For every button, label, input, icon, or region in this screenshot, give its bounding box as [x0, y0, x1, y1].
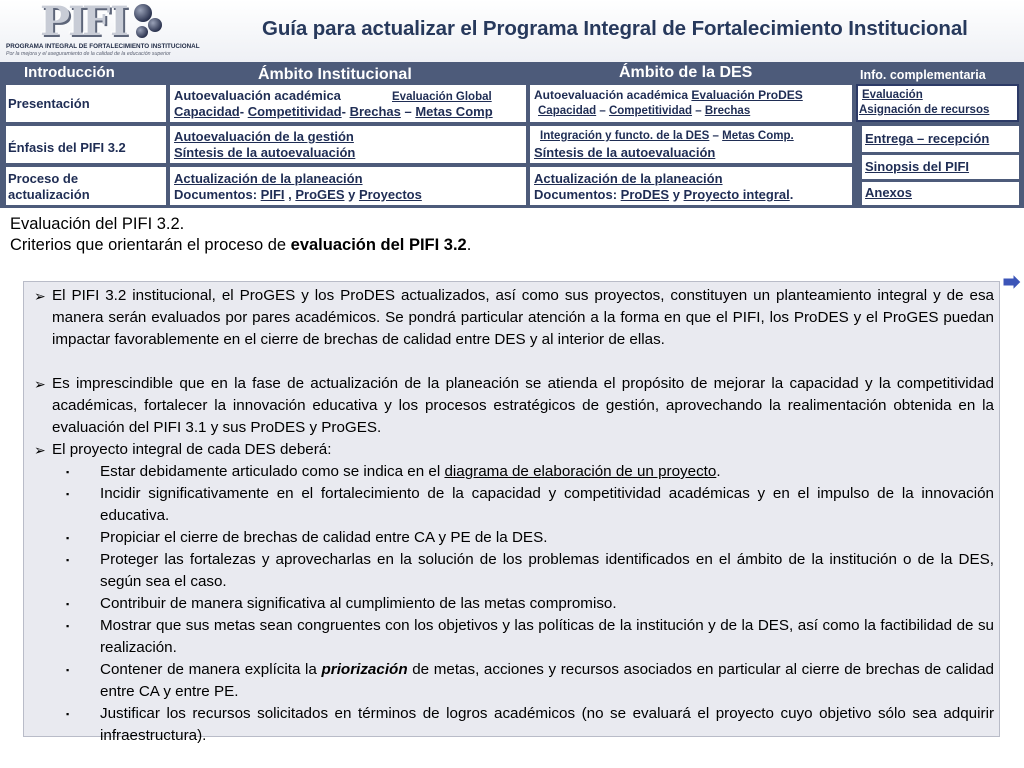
nav-link-des-competitividad[interactable]: Competitividad — [608, 105, 693, 117]
slide-heading-subtitle — [10, 235, 471, 255]
sub-list-item — [66, 593, 994, 615]
nav-cell-evaluacion-active — [856, 84, 1019, 122]
separator: – — [709, 130, 723, 142]
nav-cell-proceso[interactable] — [6, 167, 166, 205]
nav-link-entrega-recepcion[interactable]: Entrega – recepción — [865, 131, 990, 146]
square-bullet-icon: ▪ — [66, 665, 70, 675]
sub-item-text: Propiciar el cierre de brechas de calidad entre CA y PE de la DES. — [100, 529, 548, 546]
nav-link-sintesis-institucional[interactable]: Síntesis de la autoevaluación — [174, 145, 356, 160]
logo-letter: I — [68, 0, 88, 45]
sub-list-item — [66, 703, 994, 747]
sub-list-item — [66, 615, 994, 659]
logo-tagline: Por la mejora y el aseguramiento de la calidad de la educación superior — [6, 51, 171, 57]
sub-list-item — [66, 549, 994, 593]
nav-link-autoevaluacion-gestion[interactable]: Autoevaluación de la gestión — [174, 129, 354, 144]
link-diagrama-proyecto[interactable]: diagrama de elaboración de un proyecto — [444, 463, 717, 480]
logo-sphere-icon — [148, 18, 162, 32]
slide-heading — [0, 208, 1024, 267]
pifi-logo-mark — [36, 0, 164, 45]
nav-header-ambito-des[interactable]: Ámbito de la DES — [619, 64, 753, 81]
sub-list-item — [66, 461, 994, 483]
nav-link-des-autoevaluacion[interactable]: Autoevaluación académica — [534, 88, 692, 102]
separator: – — [400, 104, 416, 119]
square-bullet-icon: ▪ — [66, 467, 70, 477]
nav-link-actualizacion-planeacion[interactable]: Actualización de la planeación — [174, 171, 363, 186]
sub-item-text: Proteger las fortalezas y aprovecharlas en la solución de los problemas identificados en el ámbito de la institución o de la DES, según sea el caso. — [100, 551, 994, 590]
text: Contener de manera explícita la — [100, 661, 322, 678]
paragraph: El PIFI 3.2 institucional, el ProGES y los ProDES actualizados, así como sus proyectos, constituyen un planteamiento integral y de esa manera serán evaluados por pares académicos. Se pondrá particular atención a la forma en que el PIFI, los ProDES y el ProGES puedan impactar favorablemente en el cierre de brechas de calidad entre DES y al interior de ellas. — [52, 287, 994, 348]
logo-letter: P — [40, 0, 72, 45]
logo-sphere-icon — [136, 26, 148, 38]
sub-item-text: Justificar los recursos solicitados en términos de logros académicos (no se evaluará el proyecto cuyo objetivo sólo sea adquirir infraestructura). — [100, 705, 994, 744]
nav-cell-entrega — [862, 126, 1019, 152]
nav-cell-des-planeacion — [530, 167, 852, 205]
square-bullet-icon: ▪ — [66, 709, 70, 719]
nav-cell-enfasis[interactable] — [6, 126, 166, 163]
sub-item-text — [100, 659, 994, 703]
nav-link-sintesis-des[interactable]: Síntesis de la autoevaluación — [534, 145, 716, 160]
sub-item-text: Mostrar que sus metas sean congruentes con los objetivos y las políticas de la institución y de la DES, así como la factibilidad de su realización. — [100, 617, 994, 656]
logo-letter: I — [110, 0, 130, 45]
nav-cell-inst-autoevaluacion — [170, 85, 526, 122]
subtitle-text: Criterios que orientarán el proceso de — [10, 236, 291, 254]
paragraph: El proyecto integral de cada DES deberá: — [52, 441, 332, 458]
sub-list-item — [66, 483, 994, 527]
separator: - — [239, 104, 248, 119]
separator: – — [596, 105, 609, 117]
sub-list-item — [66, 659, 994, 703]
nav-link-anexos[interactable]: Anexos — [865, 185, 912, 200]
nav-link-pifi[interactable]: PIFI — [260, 187, 285, 202]
nav-header-introduccion[interactable]: Introducción — [24, 64, 115, 81]
nav-cell-sinopsis — [862, 155, 1019, 179]
nav-link-autoevaluacion-academica[interactable]: Autoevaluación académica — [174, 88, 341, 103]
nav-link-integracion-des[interactable]: Integración y functo. de la DES — [540, 130, 710, 142]
list-item — [34, 439, 994, 461]
nav-cell-inst-planeacion — [170, 167, 526, 205]
text: de metas, acciones y recursos asociados en particular al cierre de brechas de calidad entre CA y entre PE. — [100, 661, 995, 700]
nav-link-presentacion[interactable]: Presentación — [8, 96, 90, 111]
text: Estar debidamente articulado como se indica en el — [100, 463, 445, 480]
separator: , — [284, 187, 296, 202]
nav-cell-anexos — [862, 182, 1019, 205]
nav-link-evaluacion-prodes[interactable]: Evaluación ProDES — [691, 88, 803, 102]
emphasis: priorización — [321, 661, 408, 678]
nav-header-ambito-institucional[interactable]: Ámbito Institucional — [258, 66, 412, 83]
separator: - — [341, 104, 350, 119]
documentos-label: Documentos: — [174, 187, 261, 202]
nav-link-proyectos[interactable]: Proyectos — [358, 187, 422, 202]
sub-list-item — [66, 527, 994, 549]
nav-link-proceso-line2[interactable]: actualización — [8, 187, 90, 202]
pifi-logo — [2, 0, 202, 62]
logo-letter: F — [82, 0, 112, 45]
nav-link-proceso-line1[interactable]: Proceso de — [8, 171, 79, 186]
nav-link-metas-comp[interactable]: Metas Comp — [415, 104, 493, 119]
paragraph: Es imprescindible que en la fase de actualización de la planeación se atienda el propósito de mejorar la capacidad y la competitividad académicas, fortalecer la innovación educativa y los procesos estratégicos de gestión, aprovechando la realimentación obtenida en la evaluación del PIFI 3.1 y sus ProDES y ProGES. — [52, 375, 994, 436]
sub-item-text — [100, 461, 994, 483]
next-arrow-icon[interactable] — [1002, 274, 1022, 290]
subtitle-text: . — [466, 236, 472, 254]
nav-cell-des-integracion — [530, 126, 852, 163]
list-item — [34, 373, 994, 439]
nav-link-proges[interactable]: ProGES — [295, 187, 345, 202]
nav-link-competitividad[interactable]: Competitividad — [247, 104, 342, 119]
nav-link-sinopsis[interactable]: Sinopsis del PIFI — [865, 159, 970, 174]
nav-header-info-complementaria[interactable]: Info. complementaria — [860, 68, 986, 82]
square-bullet-icon: ▪ — [66, 489, 70, 499]
square-bullet-icon: ▪ — [66, 621, 70, 631]
page-title: Guía para actualizar el Programa Integral de Fortalecimiento Institucional — [262, 17, 968, 40]
documentos-label: Documentos: — [534, 187, 621, 202]
subtitle-bold: evaluación del PIFI 3.2 — [290, 236, 467, 254]
nav-link-brechas[interactable]: Brechas — [349, 104, 401, 119]
separator: – — [692, 105, 705, 117]
square-bullet-icon: ▪ — [66, 599, 70, 609]
nav-link-des-actualizacion[interactable]: Actualización de la planeación — [534, 171, 723, 186]
list-item — [34, 285, 994, 351]
nav-link-prodes[interactable]: ProDES — [620, 187, 670, 202]
content-box — [23, 281, 1000, 744]
nav-link-des-brechas[interactable]: Brechas — [704, 105, 751, 117]
square-bullet-icon: ▪ — [66, 555, 70, 565]
separator: y — [669, 187, 684, 202]
logo-caption: PROGRAMA INTEGRAL DE FORTALECIMIENTO INSTITUCIONAL — [6, 43, 200, 50]
sub-item-text: Incidir significativamente en el fortalecimiento de la capacidad y competitividad académicas y en el impulso de la innovación educativa. — [100, 485, 994, 524]
text: . — [716, 463, 721, 480]
arrow-bullet-icon: ➢ — [34, 288, 46, 304]
nav-cell-presentacion[interactable] — [6, 85, 166, 122]
square-bullet-icon: ▪ — [66, 533, 70, 543]
slide-heading-title: Evaluación del PIFI 3.2. — [10, 215, 185, 233]
nav-cell-inst-gestion — [170, 126, 526, 163]
nav-link-des-metas-comp[interactable]: Metas Comp. — [722, 130, 794, 142]
sub-item-text: Contribuir de manera significativa al cumplimiento de las metas compromiso. — [100, 595, 617, 612]
nav-link-asignacion-recursos[interactable]: Asignación de recursos — [859, 104, 990, 116]
nav-link-enfasis[interactable]: Énfasis del PIFI 3.2 — [8, 140, 126, 155]
nav-link-evaluacion[interactable]: Evaluación — [862, 89, 923, 101]
nav-link-proyecto-integral[interactable]: Proyecto integral — [683, 187, 790, 202]
nav-link-des-capacidad[interactable]: Capacidad — [538, 105, 597, 117]
nav-link-capacidad[interactable]: Capacidad — [174, 104, 240, 119]
separator: . — [789, 187, 794, 202]
arrow-bullet-icon: ➢ — [34, 442, 46, 458]
separator: y — [344, 187, 359, 202]
page-header — [0, 0, 1024, 62]
nav-link-evaluacion-global[interactable]: Evaluación Global — [392, 91, 492, 103]
nav-cell-des-autoevaluacion — [530, 85, 852, 122]
arrow-bullet-icon: ➢ — [34, 376, 46, 392]
